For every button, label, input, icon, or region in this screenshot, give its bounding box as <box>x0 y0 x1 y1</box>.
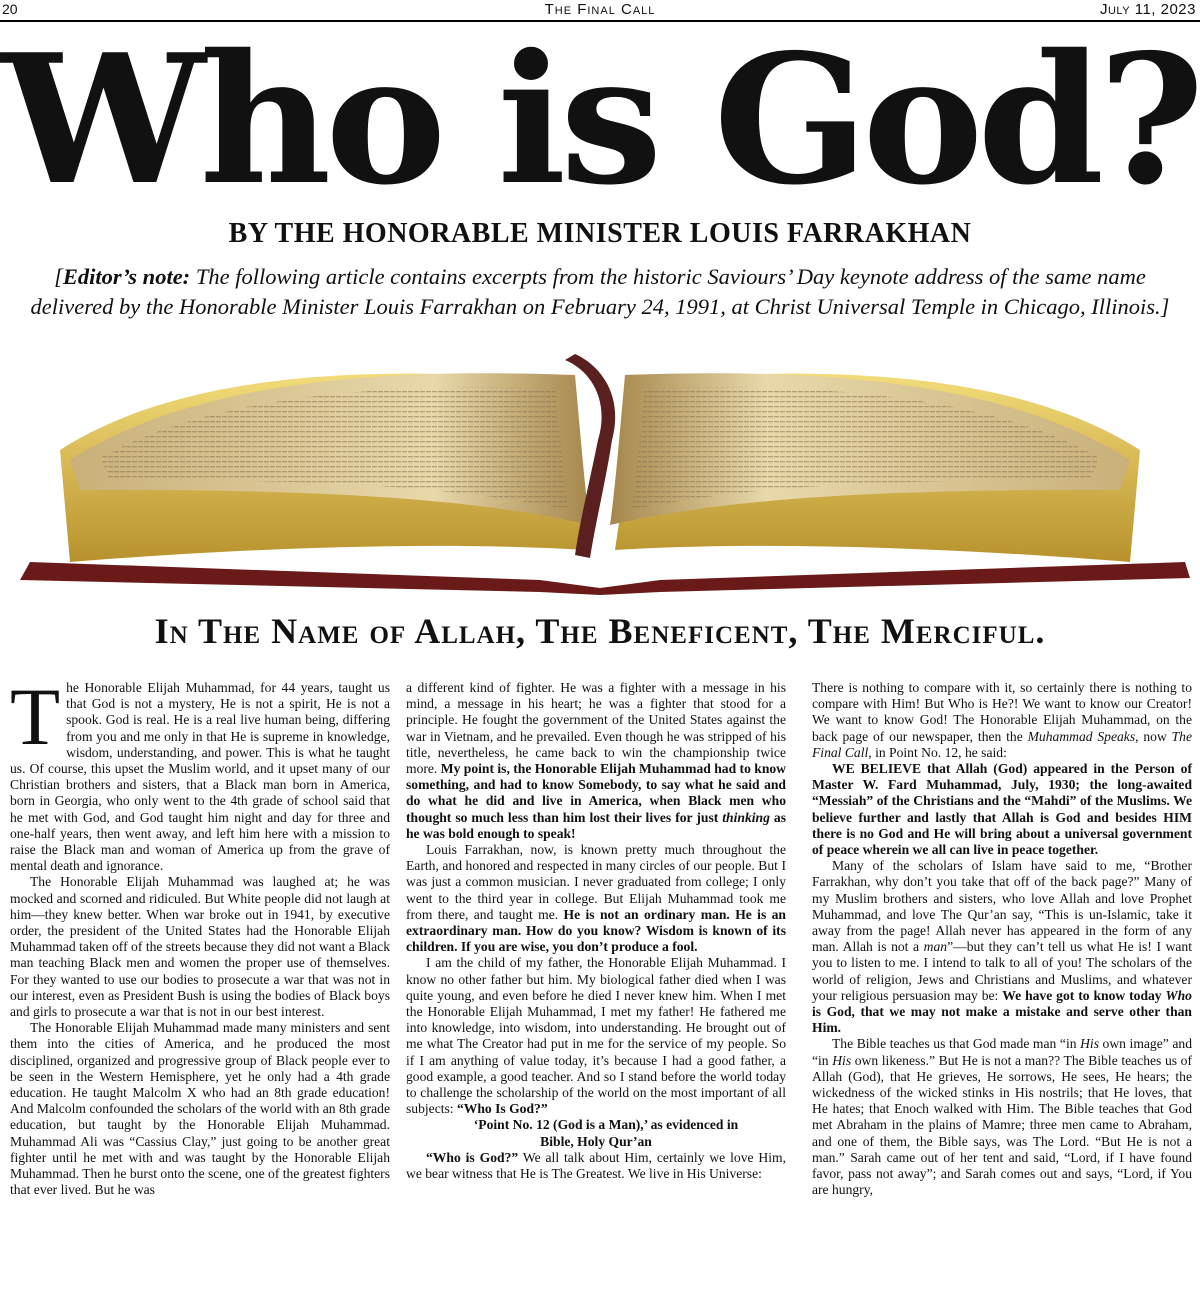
editor-note <box>14 262 1186 322</box>
subheading-line-2: Bible, Holy Qur’an <box>540 1133 652 1149</box>
italic-text: man <box>923 939 948 955</box>
paragraph-text: There is nothing to compare with it, so certainly there is nothing to compare with Him! But Who is He?! We want to know our Creator! We want to know God! The Honorable Elijah Muhammad, on the back page of our newspaper, then the <box>812 680 1192 744</box>
italic-text: Who <box>1165 987 1192 1003</box>
bold-text: “Who Is God?” <box>456 1101 548 1117</box>
paragraph-text: ”—but they can’t tell us what He is! I want you to listen to me. I intend to talk to all of you! The scholars of the world of religion, Jews and Christians and Muslims, and whatever your religious persuasion may be: <box>812 939 1192 1003</box>
paragraph-text: The Bible teaches us that God made man “in <box>832 1036 1081 1052</box>
paragraph <box>812 858 1192 1036</box>
headline: Who is God? <box>1 15 1199 224</box>
paragraph <box>812 680 1192 761</box>
bold-text: We have got to know today <box>1002 987 1166 1003</box>
article-column-2 <box>406 680 786 1182</box>
paragraph: The Honorable Elijah Muhammad made many ministers and sent them into the cities of America, and he produced the most disciplined, organized and progressive group of Black people ever to be seen in the Western Hemisphere, yet he only had a 4th grade education. He taught Malcolm X who had an 8th grade education! And Malcolm confounded the scholars of the world with an 8th grade education, but taught by the Honorable Elijah Muhammad. Muhammad Ali was “Cassius Clay,” just going to be another great fighter until he met with and was taught by the Honorable Elijah Muhammad. Then he burst onto the scene, one of the greatest fighters that ever lived. But he was <box>10 1020 390 1198</box>
byline: BY THE HONORABLE MINISTER LOUIS FARRAKHAN <box>228 218 972 249</box>
editor-note-text: The following article contains excerpts from the historic Saviours’ Day keynote address of the same name delivered by the Honorable Minister Louis Farrakhan on February 24, 1991, at Christ Universal Temple in Chicago, Illinois.] <box>30 264 1170 319</box>
paragraph <box>406 955 786 1117</box>
drop-cap: T <box>10 671 61 762</box>
article-column-3 <box>812 680 1192 1199</box>
italic-text: Muhammad Speaks <box>1027 728 1136 744</box>
paragraph-text: We all talk about Him, certainly we love Him, we bear witness that He is The Greatest. We live in His Universe: <box>406 1149 786 1182</box>
bold-text: as he was bold enough to speak! <box>406 809 786 841</box>
paragraph <box>812 761 1192 858</box>
paragraph-text: , now <box>1135 728 1172 744</box>
paragraph-text: own image” and “in <box>812 1036 1192 1068</box>
bold-text: “Who is God?” <box>426 1149 519 1165</box>
italic-text: thinking <box>722 809 770 825</box>
page-number: 20 <box>2 1 18 17</box>
bold-text: WE BELIEVE that Allah (God) appeared in the Person of Master W. Fard Muhammad, July, 1930; the long-awaited “Messiah” of the Christians and the “Mahdi” of the Muslims. We believe further and lastly that Allah is God and besides HIM there is no God and He will bring about a universal government of peace wherein we all can live in peace together. <box>812 761 1192 858</box>
paragraph <box>406 842 786 955</box>
paragraph-text: own likeness.” But He is not a man?? The Bible teaches us of Allah (God), that He grieves, He sorrows, He sees, He hears; the wickedness of the wicked stinks in His nostrils; that He loves, that He hates; that Enoch walked with Him. The Bible teaches that God met Abraham in the plains of Mamre; three men came to Abraham, and one of them, the Bible says, was The Lord. “But He is not a man.” Sarah came out of her tent and said, “Lord, if I have found favor, pass not away”; and Sarah comes out and says, “Lord, if You are hungry, <box>812 1052 1192 1198</box>
bismillah-heading: In The Name of Allah, The Beneficent, The Merciful. <box>154 611 1046 651</box>
paragraph <box>812 1036 1192 1198</box>
subheading <box>406 1117 786 1149</box>
publication-name: The Final Call <box>544 1 656 18</box>
editor-note-bracket: [ <box>54 264 63 289</box>
bold-text: He is not an ordinary man. He is an extraordinary man. How do you know? Wisdom is known of its children. If you are wise, you don’t produce a fool. <box>406 906 786 955</box>
article-column-1 <box>10 671 390 1199</box>
paragraph: The Honorable Elijah Muhammad was laughed at; he was mocked and scorned and ridiculed. But White people did not laugh at him—they knew better. When war broke out in 1941, by executive order, the president of the United States had the Honorable Elijah Muhammad taken off of the streets because they did not want a Black man teaching Black men and women the proper use of themselves. For they wanted to use our bodies to prosecute a war that was not in our interest, even as President Bush is using the bodies of Black boys and girls to prosecute a war that is not in our best interest. <box>10 874 390 1020</box>
issue-date: July 11, 2023 <box>1099 1 1196 18</box>
paragraph-text: I am the child of my father, the Honorable Elijah Muhammad. I know no other father but him. My biological father died when I was quite young, and even before he died I never knew him. When I met the Honorable Elijah Muhammad, I met my father! He fathered me into knowledge, into wisdom, into understanding. He brought out of me what The Creator had put in me for the service of my people. So if I am anything of value today, it’s because I had a good father, a good example, a good teacher. And so I stand before the world today to challenge the scholarship of the world on the most important of all subjects: <box>406 955 786 1117</box>
italic-text: His <box>832 1052 852 1068</box>
paragraph-text: he Honorable Elijah Muhammad, for 44 years, taught us that God is not a mystery, He is not a spirit, He is not a spook. God is real. He is a real live human being, differing from you and me only in that He is supreme in knowledge, wisdom, understanding, and power. This is what he taught us. Of course, this upset the Muslim world, and it upset many of our Christian brothers and sisters, that a Black man born in America, born in Georgia, who only went to the 4th grade of school said that he met with God, and God taught him night and day for three and one-half years, then went away, and left him here with a mission to raise the Black man and woman of America up from the grave of mental death and ignorance. <box>10 680 390 874</box>
open-bible-illustration <box>0 340 1200 595</box>
paragraph <box>10 671 390 874</box>
paragraph-text: Louis Farrakhan, now, is known pretty much throughout the Earth, and honored and respected in many circles of our people. But I was just a common musician. I never graduated from college; I only went to the third year in college. But Elijah Muhammad took me from there, and taught me. <box>406 842 786 922</box>
paragraph-text: Many of the scholars of Islam have said to me, “Brother Farrakhan, why don’t you take that off of the back page?” Many of my Muslim brothers and sisters, who love Allah and love Prophet Muhammad, and love The Qur’an say, “This is un-Islamic, take it away from the page! Allah never has appeared in the form of any man. Allah is not a <box>812 858 1192 955</box>
paragraph-text: a different kind of fighter. He was a fighter with a message in his mind, a message in his heart; he was a fighter that stood for a principle. He fought the government of the United States against the war in Vietnam, and he prevailed. Even though he was stripped of his title, nevertheless, he came back to win the championship twice more. <box>406 680 786 777</box>
bold-text: is God, that we may not make a mistake and serve other than Him. <box>812 1004 1192 1036</box>
italic-text: His <box>1080 1036 1099 1052</box>
paragraph <box>406 1150 786 1182</box>
paragraph <box>406 680 786 842</box>
editor-note-label: Editor’s note: <box>62 264 191 289</box>
bold-text: My point is, the Honorable Elijah Muhammad had to know something, and had to know Somebody, to say what he said and do what he did and live in America, when Black men who thought so much less than him lost their lives for just <box>406 761 787 825</box>
italic-text: The Final Call <box>812 728 1193 760</box>
subheading-line-1: ‘Point No. 12 (God is a Man),’ as evidenced in <box>473 1117 739 1133</box>
paragraph-text: , in Point No. 12, he said: <box>868 744 1007 760</box>
